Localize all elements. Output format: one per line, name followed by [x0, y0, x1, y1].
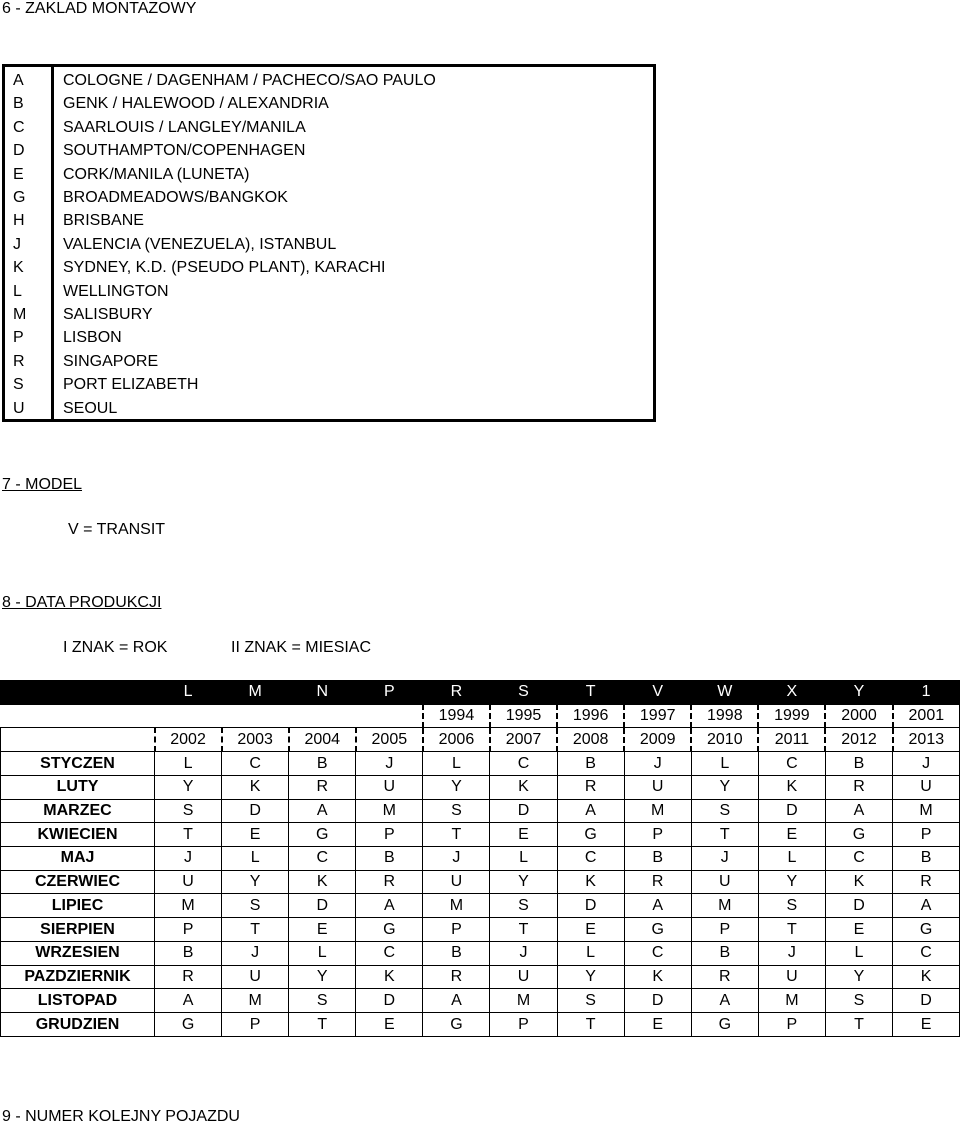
month-code-cell: P [691, 918, 758, 942]
year-cell: 2001 [893, 704, 960, 728]
month-name: KWIECIEN [1, 823, 155, 847]
month-code-cell: L [691, 752, 758, 776]
month-code-cell: L [758, 847, 825, 871]
month-code-cell: S [825, 989, 892, 1013]
month-code-cell: A [289, 799, 356, 823]
month-code-cell: G [289, 823, 356, 847]
month-code-cell: G [356, 918, 423, 942]
month-code-cell: A [624, 894, 691, 918]
month-code-cell: D [825, 894, 892, 918]
month-code-cell: C [356, 941, 423, 965]
year-code-cell: P [356, 681, 423, 705]
month-code-cell: K [289, 870, 356, 894]
month-code-cell: T [691, 823, 758, 847]
month-name: LISTOPAD [1, 989, 155, 1013]
month-code-cell: P [490, 1013, 557, 1037]
month-code-cell: A [423, 989, 490, 1013]
year-row-2 [1, 728, 960, 752]
plant-code: R [13, 352, 25, 370]
month-code-cell: Y [490, 870, 557, 894]
plant-name: PORT ELIZABETH [63, 376, 199, 394]
month-code-cell: T [155, 823, 222, 847]
month-code-cell: L [825, 941, 892, 965]
month-code-cell: T [490, 918, 557, 942]
plant-name: WELLINGTON [63, 282, 169, 300]
month-name: STYCZEN [1, 752, 155, 776]
month-code-cell: T [758, 918, 825, 942]
year-code-cell: 1 [893, 681, 960, 705]
month-code-cell: R [893, 870, 960, 894]
month-code-cell: C [825, 847, 892, 871]
month-name: SIERPIEN [1, 918, 155, 942]
section7-title: 7 - MODEL [2, 476, 83, 493]
month-row [1, 1013, 960, 1037]
year-cell: 2013 [893, 728, 960, 752]
month-code-cell: E [825, 918, 892, 942]
model-line: V = TRANSIT [68, 521, 166, 538]
month-code-cell: J [893, 752, 960, 776]
plant-code: P [13, 329, 24, 347]
month-code-cell: Y [423, 775, 490, 799]
month-code-cell: L [490, 847, 557, 871]
year-code-cell: R [423, 681, 490, 705]
production-date-table [0, 680, 960, 1037]
plant-code: S [13, 376, 24, 394]
month-code-cell: S [155, 799, 222, 823]
month-code-cell: U [758, 965, 825, 989]
month-code-cell: T [423, 823, 490, 847]
month-code-cell: Y [222, 870, 289, 894]
year-cell: 1997 [624, 704, 691, 728]
month-code-cell: M [758, 989, 825, 1013]
month-code-cell: T [289, 1013, 356, 1037]
month-code-cell: D [557, 894, 624, 918]
year-cell: 2011 [758, 728, 825, 752]
month-code-cell: R [624, 870, 691, 894]
month-code-cell: E [758, 823, 825, 847]
month-code-cell: C [490, 752, 557, 776]
month-code-cell: U [155, 870, 222, 894]
year-cell: 2007 [490, 728, 557, 752]
month-code-cell: J [155, 847, 222, 871]
month-code-cell: R [289, 775, 356, 799]
year-cell: 1995 [490, 704, 557, 728]
month-code-cell: T [222, 918, 289, 942]
month-code-cell: D [289, 894, 356, 918]
month-code-cell: S [557, 989, 624, 1013]
plant-code: E [13, 165, 24, 183]
month-code-cell: M [155, 894, 222, 918]
month-code-cell: E [222, 823, 289, 847]
year-cell [222, 704, 289, 728]
month-code-cell: L [557, 941, 624, 965]
month-code-cell: J [490, 941, 557, 965]
month-code-cell: R [825, 775, 892, 799]
month-code-cell: R [557, 775, 624, 799]
month-name: PAZDZIERNIK [1, 965, 155, 989]
plant-code: H [13, 212, 25, 230]
plant-name: SALISBURY [63, 306, 153, 323]
plant-name: COLOGNE / DAGENHAM / PACHECO/SAO PAULO [63, 72, 436, 89]
month-code-cell: A [557, 799, 624, 823]
month-code-cell: P [356, 823, 423, 847]
month-code-cell: S [758, 894, 825, 918]
month-row [1, 989, 960, 1013]
plant-name: VALENCIA (VENEZUELA), ISTANBUL [63, 235, 337, 253]
month-code-cell: B [893, 847, 960, 871]
plant-code: C [13, 118, 25, 136]
year-cell: 2009 [624, 728, 691, 752]
year-code-cell: Y [825, 681, 892, 705]
plant-code: M [13, 306, 27, 323]
month-row [1, 823, 960, 847]
month-code-cell: M [624, 799, 691, 823]
month-code-cell: G [155, 1013, 222, 1037]
month-code-cell: K [758, 775, 825, 799]
month-code-cell: S [289, 989, 356, 1013]
month-code-cell: P [222, 1013, 289, 1037]
month-name: MAJ [1, 847, 155, 871]
month-code-cell: K [624, 965, 691, 989]
month-code-cell: D [893, 989, 960, 1013]
month-code-cell: P [423, 918, 490, 942]
plant-table [2, 64, 656, 422]
month-code-cell: S [490, 894, 557, 918]
month-code-cell: E [624, 1013, 691, 1037]
month-name: MARZEC [1, 799, 155, 823]
month-code-cell: C [624, 941, 691, 965]
month-code-cell: T [825, 1013, 892, 1037]
month-code-cell: A [155, 989, 222, 1013]
year-cell: 1996 [557, 704, 624, 728]
month-code-cell: P [155, 918, 222, 942]
month-code-cell: B [825, 752, 892, 776]
year-code-cell: S [490, 681, 557, 705]
month-row [1, 775, 960, 799]
month-name: GRUDZIEN [1, 1013, 155, 1037]
section9-title: 9 - NUMER KOLEJNY POJAZDU [2, 1108, 240, 1125]
month-name: LUTY [1, 775, 155, 799]
corner-cell [1, 681, 155, 705]
month-code-cell: E [289, 918, 356, 942]
month-code-cell: E [490, 823, 557, 847]
plant-name: BRISBANE [63, 212, 144, 230]
month-code-cell: P [624, 823, 691, 847]
month-row [1, 799, 960, 823]
month-code-cell: T [557, 1013, 624, 1037]
month-code-cell: R [155, 965, 222, 989]
month-code-cell: E [557, 918, 624, 942]
month-code-cell: C [758, 752, 825, 776]
month-row [1, 965, 960, 989]
month-row [1, 894, 960, 918]
year-code-cell: N [289, 681, 356, 705]
plant-name: SINGAPORE [63, 352, 159, 370]
month-code-cell: B [691, 941, 758, 965]
year-code-cell: L [155, 681, 222, 705]
month-code-cell: E [893, 1013, 960, 1037]
month-code-cell: C [222, 752, 289, 776]
month-code-cell: S [691, 799, 758, 823]
year-cell: 2005 [356, 728, 423, 752]
month-code-cell: R [356, 870, 423, 894]
month-code-cell: R [423, 965, 490, 989]
month-code-cell: G [423, 1013, 490, 1037]
month-code-cell: D [624, 989, 691, 1013]
month-code-cell: B [289, 752, 356, 776]
year-cell: 2008 [557, 728, 624, 752]
plant-code: K [13, 259, 24, 277]
year-cell: 2000 [825, 704, 892, 728]
month-code-cell: Y [758, 870, 825, 894]
month-code-cell: S [423, 799, 490, 823]
month-row [1, 941, 960, 965]
month-name: CZERWIEC [1, 870, 155, 894]
month-code-cell: Y [825, 965, 892, 989]
month-code-cell: D [758, 799, 825, 823]
year-cell: 2006 [423, 728, 490, 752]
plant-table-divider [51, 67, 54, 419]
month-code-cell: U [893, 775, 960, 799]
month-code-cell: U [222, 965, 289, 989]
plant-code: G [13, 189, 26, 206]
month-code-cell: B [356, 847, 423, 871]
month-code-cell: G [557, 823, 624, 847]
month-code-cell: K [557, 870, 624, 894]
month-code-cell: K [222, 775, 289, 799]
second-char-label: II ZNAK = MIESIAC [231, 639, 372, 656]
month-row [1, 752, 960, 776]
month-code-cell: U [356, 775, 423, 799]
month-code-cell: G [691, 1013, 758, 1037]
year-code-cell: T [557, 681, 624, 705]
month-row [1, 870, 960, 894]
year-cell: 2012 [825, 728, 892, 752]
month-code-cell: L [155, 752, 222, 776]
month-name: WRZESIEN [1, 941, 155, 965]
month-code-cell: Y [691, 775, 758, 799]
month-code-cell: G [825, 823, 892, 847]
year-row-1 [1, 704, 960, 728]
year-cell [289, 704, 356, 728]
month-code-cell: U [624, 775, 691, 799]
section6-title: 6 - ZAKLAD MONTAZOWY [2, 0, 197, 17]
month-code-cell: A [893, 894, 960, 918]
month-code-cell: K [356, 965, 423, 989]
plant-code: A [13, 72, 24, 89]
plant-code: L [13, 282, 22, 300]
year-cell: 1998 [691, 704, 758, 728]
month-code-cell: M [490, 989, 557, 1013]
plant-name: GENK / HALEWOOD / ALEXANDRIA [63, 95, 329, 113]
month-code-cell: J [222, 941, 289, 965]
section8-title: 8 - DATA PRODUKCJI [2, 594, 162, 611]
year-cell [155, 704, 222, 728]
month-code-cell: U [691, 870, 758, 894]
month-code-cell: Y [289, 965, 356, 989]
year-code-cell: M [222, 681, 289, 705]
year-cell: 2004 [289, 728, 356, 752]
month-code-cell: M [423, 894, 490, 918]
month-code-cell: A [825, 799, 892, 823]
first-char-label: I ZNAK = ROK [63, 639, 168, 656]
month-code-cell: L [222, 847, 289, 871]
plant-code: U [13, 399, 25, 417]
month-code-cell: M [691, 894, 758, 918]
year-code-cell: X [758, 681, 825, 705]
month-code-cell: J [356, 752, 423, 776]
month-code-cell: J [624, 752, 691, 776]
month-code-cell: K [825, 870, 892, 894]
month-code-cell: Y [155, 775, 222, 799]
year-code-cell: W [691, 681, 758, 705]
month-code-cell: K [893, 965, 960, 989]
month-code-cell: B [557, 752, 624, 776]
month-code-cell: S [222, 894, 289, 918]
year-cell: 1994 [423, 704, 490, 728]
plant-name: LISBON [63, 329, 122, 347]
month-code-cell: A [356, 894, 423, 918]
plant-name: CORK/MANILA (LUNETA) [63, 165, 250, 183]
plant-name: SOUTHAMPTON/COPENHAGEN [63, 142, 306, 160]
month-code-cell: D [490, 799, 557, 823]
month-code-cell: J [423, 847, 490, 871]
month-code-cell: D [222, 799, 289, 823]
corner-cell [1, 728, 155, 752]
corner-cell [1, 704, 155, 728]
plant-name: BROADMEADOWS/BANGKOK [63, 189, 288, 206]
month-code-cell: L [289, 941, 356, 965]
plant-name: SEOUL [63, 399, 118, 417]
year-cell: 1999 [758, 704, 825, 728]
plant-code: D [13, 142, 25, 160]
month-code-cell: B [423, 941, 490, 965]
month-code-cell: E [356, 1013, 423, 1037]
month-code-cell: M [893, 799, 960, 823]
month-code-cell: Y [557, 965, 624, 989]
month-code-cell: U [423, 870, 490, 894]
month-code-cell: P [893, 823, 960, 847]
year-cell: 2003 [222, 728, 289, 752]
month-code-cell: A [691, 989, 758, 1013]
month-code-cell: D [356, 989, 423, 1013]
plant-name: SAARLOUIS / LANGLEY/MANILA [63, 118, 306, 136]
plant-name: SYDNEY, K.D. (PSEUDO PLANT), KARACHI [63, 259, 386, 277]
month-code-cell: C [893, 941, 960, 965]
month-code-cell: G [624, 918, 691, 942]
month-code-cell: K [490, 775, 557, 799]
year-cell: 2002 [155, 728, 222, 752]
month-code-cell: R [691, 965, 758, 989]
year-code-row [1, 681, 960, 705]
month-code-cell: C [289, 847, 356, 871]
month-code-cell: J [691, 847, 758, 871]
month-code-cell: B [155, 941, 222, 965]
month-name: LIPIEC [1, 894, 155, 918]
plant-code: J [13, 235, 21, 253]
month-code-cell: C [557, 847, 624, 871]
plant-code: B [13, 95, 24, 113]
month-code-cell: P [758, 1013, 825, 1037]
month-row [1, 847, 960, 871]
month-code-cell: M [356, 799, 423, 823]
year-cell: 2010 [691, 728, 758, 752]
year-cell [356, 704, 423, 728]
month-row [1, 918, 960, 942]
year-code-cell: V [624, 681, 691, 705]
month-code-cell: G [893, 918, 960, 942]
month-code-cell: M [222, 989, 289, 1013]
month-code-cell: J [758, 941, 825, 965]
month-code-cell: B [624, 847, 691, 871]
month-code-cell: U [490, 965, 557, 989]
month-code-cell: L [423, 752, 490, 776]
